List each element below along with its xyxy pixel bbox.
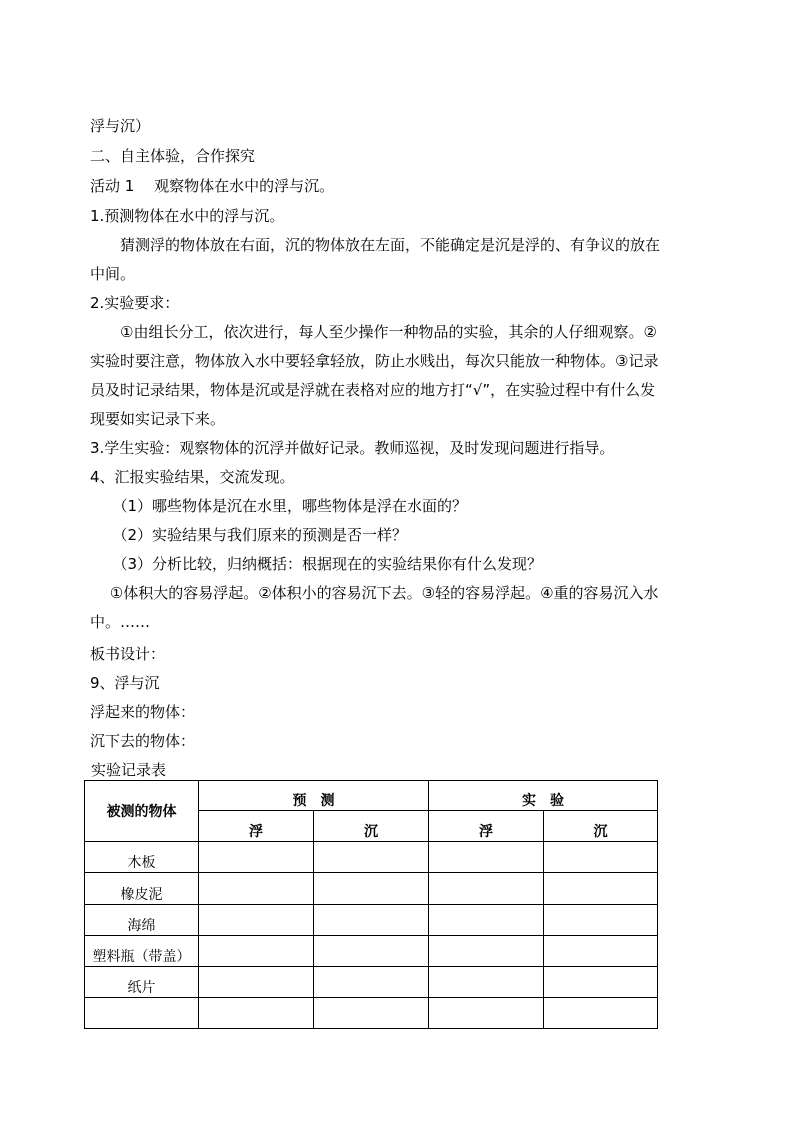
corner-header: 被测的物体: [85, 781, 199, 842]
predict-sink-cell[interactable]: [314, 905, 429, 936]
experiment-sink-cell[interactable]: [544, 998, 658, 1029]
subheader-float: 浮: [429, 811, 544, 842]
board-title: 9、浮与沉: [90, 674, 160, 692]
table-row: [85, 998, 658, 1029]
subheader-sink: 沉: [544, 811, 658, 842]
predict-sink-cell[interactable]: [314, 998, 429, 1029]
object-name: 塑料瓶（带盖）: [85, 936, 199, 967]
text-line: 中。……: [90, 613, 151, 631]
table-header-row: [85, 781, 658, 811]
group-header-predict: 预 测: [199, 781, 429, 811]
predict-sink-cell[interactable]: [314, 842, 429, 873]
experiment-sink-cell[interactable]: [544, 842, 658, 873]
section-heading: 二、自主体验，合作探究: [90, 147, 256, 165]
step-heading: 2.实验要求：: [90, 294, 180, 312]
table-title: 实验记录表: [91, 761, 167, 779]
text-line: 猜测浮的物体放在右面，沉的物体放在左面，不能确定是沉是浮的、有争议的放在: [90, 236, 661, 254]
step-heading: 3.学生实验：观察物体的沉浮并做好记录。教师巡视，及时发现问题进行指导。: [90, 439, 615, 457]
record-table: [84, 780, 658, 1029]
experiment-float-cell[interactable]: [429, 936, 544, 967]
predict-float-cell[interactable]: [199, 936, 314, 967]
object-name: 纸片: [85, 967, 199, 998]
question-line: （3）分析比较，归纳概括：根据现在的实验结果你有什么发现？: [90, 555, 543, 573]
experiment-float-cell[interactable]: [429, 967, 544, 998]
experiment-float-cell[interactable]: [429, 842, 544, 873]
predict-sink-cell[interactable]: [314, 967, 429, 998]
table-row: [85, 936, 658, 967]
predict-sink-cell[interactable]: [314, 936, 429, 967]
object-name: [85, 998, 199, 1029]
activity-heading: 活动 1 观察物体在水中的浮与沉。: [90, 177, 335, 195]
subheader-float: 浮: [199, 811, 314, 842]
text-line: 员及时记录结果，物体是沉或是浮就在表格对应的地方打“√”，在实验过程中有什么发: [90, 381, 656, 399]
question-line: （2）实验结果与我们原来的预测是否一样？: [90, 526, 408, 544]
experiment-float-cell[interactable]: [429, 905, 544, 936]
step-heading: 1.预测物体在水中的浮与沉。: [90, 207, 285, 225]
text-line: 中间。: [90, 265, 136, 283]
experiment-float-cell[interactable]: [429, 873, 544, 905]
board-line: 沉下去的物体：: [90, 732, 196, 750]
predict-float-cell[interactable]: [199, 842, 314, 873]
text-line: 现要如实记录下来。: [90, 410, 226, 428]
predict-float-cell[interactable]: [199, 967, 314, 998]
experiment-sink-cell[interactable]: [544, 905, 658, 936]
predict-float-cell[interactable]: [199, 873, 314, 905]
table-row: [85, 967, 658, 998]
table-row: [85, 842, 658, 873]
text-line: ①由组长分工，依次进行，每人至少操作一种物品的实验，其余的人仔细观察。②: [90, 323, 657, 341]
experiment-sink-cell[interactable]: [544, 873, 658, 905]
experiment-sink-cell[interactable]: [544, 967, 658, 998]
table-row: [85, 873, 658, 905]
experiment-sink-cell[interactable]: [544, 936, 658, 967]
table-row: [85, 905, 658, 936]
step-heading: 4、汇报实验结果，交流发现。: [90, 468, 295, 486]
board-line: 浮起来的物体：: [90, 703, 196, 721]
object-name: 木板: [85, 842, 199, 873]
object-name: 海绵: [85, 905, 199, 936]
object-name: 橡皮泥: [85, 873, 199, 905]
predict-float-cell[interactable]: [199, 905, 314, 936]
predict-float-cell[interactable]: [199, 998, 314, 1029]
question-line: （1）哪些物体是沉在水里，哪些物体是浮在水面的？: [90, 497, 468, 515]
text-line: 实验时要注意，物体放入水中要轻拿轻放，防止水贱出，每次只能放一种物体。③记录: [90, 352, 659, 370]
subheader-sink: 沉: [314, 811, 429, 842]
board-design-heading: 板书设计：: [90, 645, 166, 663]
predict-sink-cell[interactable]: [314, 873, 429, 905]
group-header-experiment: 实 验: [429, 781, 658, 811]
text-line: ①体积大的容易浮起。②体积小的容易沉下去。③轻的容易浮起。④重的容易沉入水: [90, 584, 659, 602]
experiment-float-cell[interactable]: [429, 998, 544, 1029]
text-line: 浮与沉）: [90, 117, 151, 135]
